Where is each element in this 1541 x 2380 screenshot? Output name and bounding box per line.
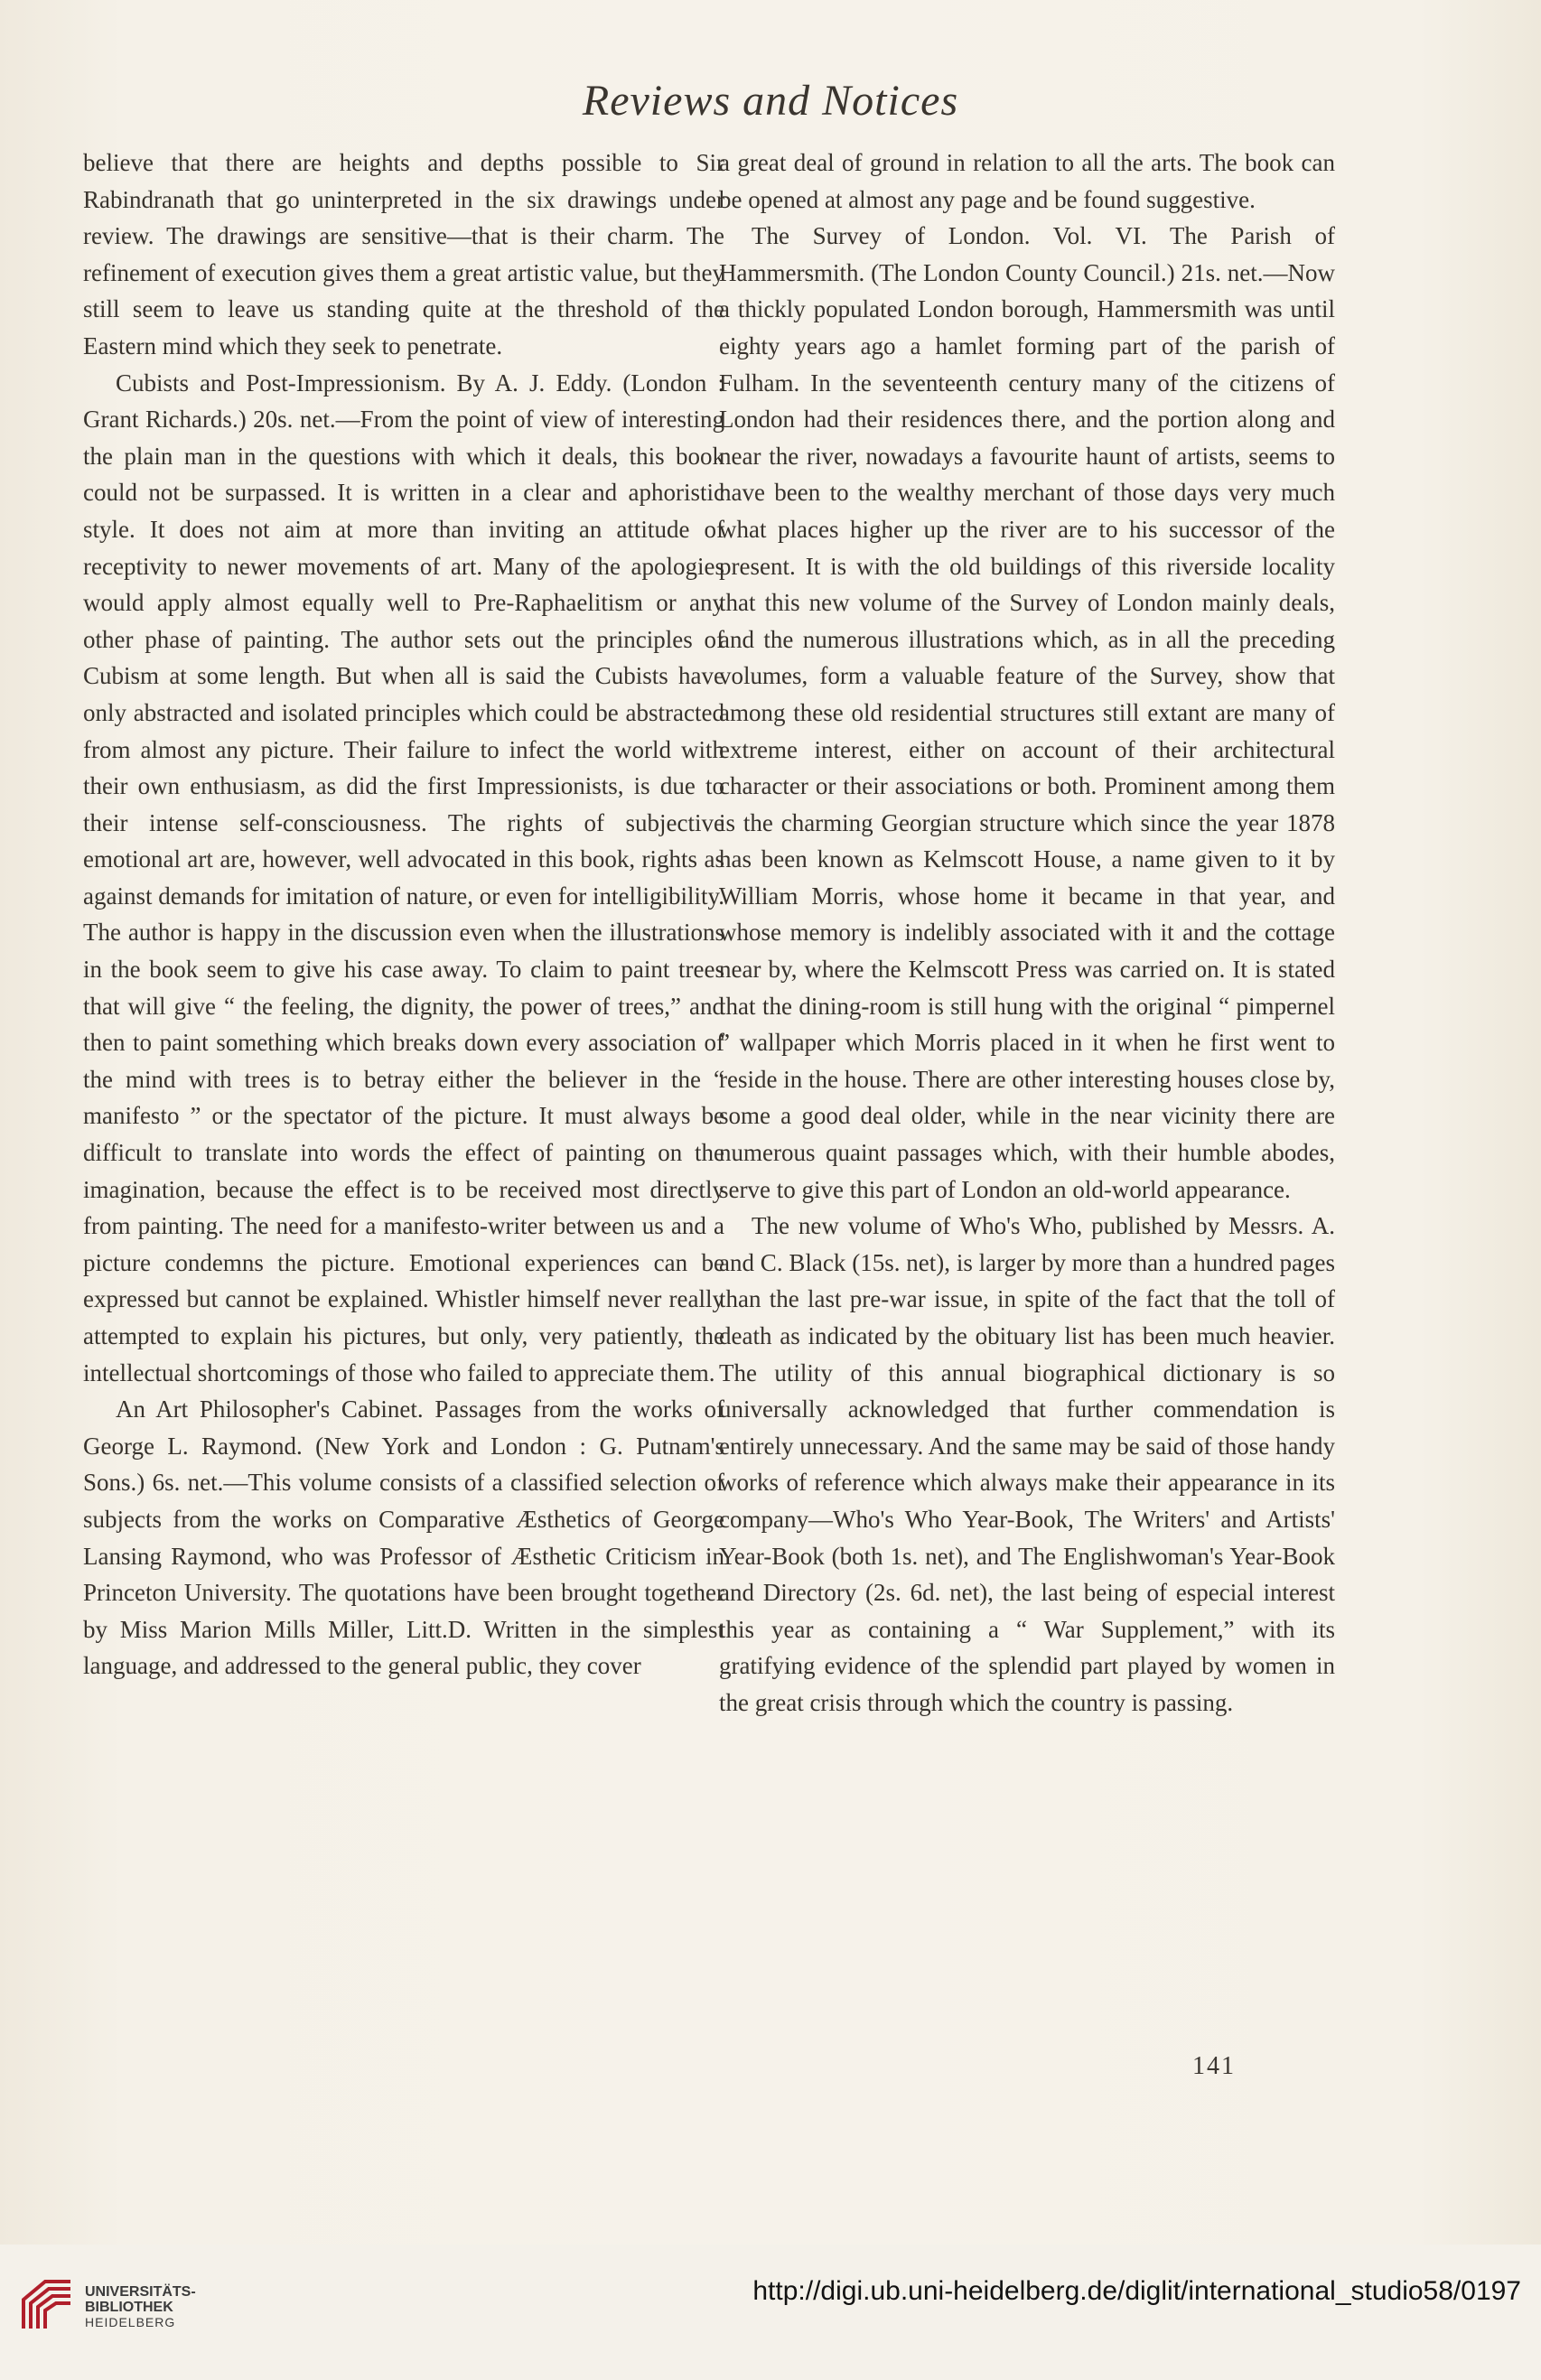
digitization-footer <box>0 2245 1541 2380</box>
paragraph-survey-of-london-review: The Survey of London. Vol. VI. The Parish of Hammersmith. (The London County Council.) 21s. net.—Now a thickly populated London borough, Hammersmith was until eighty years ago a hamlet forming part of the parish of Fulham. In the seventeenth century many of the citizens of London had their residences there, and the portion along and near the river, nowadays a favourite haunt of artists, seems to have been to the wealthy merchant of those days very much what places higher up the river are to his successor of the present. It is with the old buildings of this riverside locality that this new volume of the Survey of London mainly deals, and the numerous illustrations which, as in all the preceding volumes, form a valuable feature of the Survey, show that among these old residential structures still extant are many of extreme interest, either on account of their architectural character or their associations or both. Prominent among them is the charming Georgian structure which since the year 1878 has been known as Kelmscott House, a name given to it by William Morris, whose home it became in that year, and whose memory is indelibly associated with it and the cottage near by, where the Kelmscott Press was carried on. It is stated that the dining-room is still hung with the original “ pimpernel ” wallpaper which Morris placed in it when he first went to reside in the house. There are other interesting houses close by, some a good deal older, while in the near vicinity there are numerous quaint passages which, with their humble abodes, serve to give this part of London an old-world appearance. <box>719 222 1335 1203</box>
left-column <box>83 145 724 1685</box>
library-city: HEIDELBERG <box>85 2315 176 2329</box>
paragraph-art-philosopher-review: An Art Philosopher's Cabinet. Passages from the works of George L. Raymond. (New York and London : G. Putnam's Sons.) 6s. net.—This volume consists of a classified selection of subjects from the works on Comparative Æsthetics of George Lansing Raymond, who was Professor of Æsthetic Criticism in Princeton University. The quotations have been brought together by Miss Marion Mills Miller, Litt.D. Written in the simplest language, and addressed to the general public, they cover <box>83 1395 724 1680</box>
right-column <box>719 145 1335 1722</box>
library-name <box>85 2284 196 2330</box>
paragraph-whos-who-review: The new volume of Who's Who, published by Messrs. A. and C. Black (15s. net), is larger by more than a hundred pages than the last pre-war issue, in spite of the fact that the toll of death as indicated by the obituary list has been much heavier. The utility of this annual biographical dictionary is so universally acknowledged that further commendation is entirely unnecessary. And the same may be said of those handy works of reference which always make their appearance in its company—Who's Who Year-Book, The Writers' and Artists' Year-Book (both 1s. net), and The Englishwoman's Year-Book and Directory (2s. 6d. net), the last being of especial interest this year as containing a “ War Supplement,” with its gratifying evidence of the splendid part played by women in the great crisis through which the country is passing. <box>719 1212 1335 1716</box>
paragraph-cubists-review: Cubists and Post-Impressionism. By A. J. Eddy. (London : Grant Richards.) 20s. net.—From the point of view of interesting the plain man in the questions with which it deals, this book could not be surpassed. It is written in a clear and aphoristic style. It does not aim at more than inviting an attitude of receptivity to newer movements of art. Many of the apologies would apply almost equally well to Pre-Raphaelitism or any other phase of painting. The author sets out the principles of Cubism at some length. But when all is said the Cubists have only abstracted and isolated principles which could be abstracted from almost any picture. Their failure to infect the world with their own enthusiasm, as did the first Impressionists, is due to their intense self-consciousness. The rights of subjective emotional art are, however, well advocated in this book, rights as against demands for imitation of nature, or even for intelligibility. The author is happy in the discussion even when the illustrations in the book seem to give his case away. To claim to paint trees that will give “ the feeling, the dignity, the power of trees,” and then to paint something which breaks down every association of the mind with trees is to betray either the believer in the “ manifesto ” or the spectator of the picture. It must always be difficult to translate into words the effect of painting on the imagination, because the effect is to be received most directly from painting. The need for a manifesto-writer between us and a picture condemns the picture. Emotional experiences can be expressed but cannot be explained. Whistler himself never really attempted to explain his pictures, but only, very patiently, the intellectual shortcomings of those who failed to appreciate them. <box>83 369 724 1386</box>
library-logo-icon <box>18 2276 76 2334</box>
page-number: 141 <box>1192 2052 1236 2080</box>
running-head: Reviews and Notices <box>582 77 959 125</box>
library-name-line: UNIVERSITÄTS- <box>85 2284 196 2300</box>
source-url-link[interactable]: http://digi.ub.uni-heidelberg.de/diglit/international_studio58/0197 <box>752 2276 1521 2306</box>
library-name-line: BIBLIOTHEK <box>85 2300 173 2315</box>
paragraph: believe that there are heights and depths possible to Sir Rabindranath that go uninterpreted in the six drawings under review. The drawings are sensitive—that is their charm. The refinement of execution gives them a great artistic value, but they still seem to leave us standing quite at the threshold of the Eastern mind which they seek to penetrate. <box>83 149 724 359</box>
paragraph: a great deal of ground in relation to all the arts. The book can be opened at almost any page and be found suggestive. <box>719 149 1335 213</box>
